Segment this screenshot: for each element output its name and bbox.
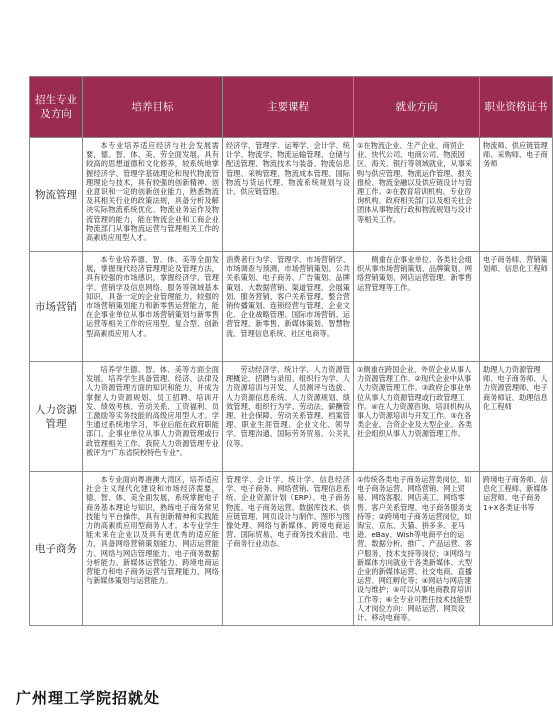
- program-table-grid: [29, 76, 553, 626]
- jobs-cell: ①传统各类电子商务运营类岗位，如电子商务运营、网络营销、网上贸易、网络客服、网店美工、网络零售、客户关系管理、电子商务服务支持等；②跨境电子商务运营岗位，如淘宝、京东、天猫、拼多多、亚马逊、eBay、Wish等电商平台的运营、数据分析、推广、产品运营、客户服务、技术支持等岗位；③网络与新媒体方向就业于各类新媒体、大型企业的新媒体运营、社交电商、直播运营、网红孵化等；④网站与网店建设与维护；⑤可以从事电商教育培训工作等；⑥全专业可胜任技术技能型人才岗位方向：网站运营、网页设计、移动电商等。: [354, 472, 480, 626]
- courses-cell: 管理学、会计学、统计学、信息经济学、电子商务、网络营销、管理信息系统、企业资源计划（ERP）、电子商务物流、电子商务运营、数据库技术、供应链管理、网页设计与制作、图形与图像处理、网络与新媒体、跨境电商运营、国际贸易、电子商务技术前沿、电子商务行业动态。: [223, 472, 354, 626]
- table-row-hr: [30, 362, 553, 472]
- certs-cell: 助理人力资源管理师、电子商务师、人力资源管理师、电子商务师证、助理信息化工程师: [480, 362, 553, 472]
- table-row-ecommerce: [30, 472, 553, 626]
- jobs-cell: 侧重在企事业单位、各类社会组织从事市场营销策划、品牌策划、网络营销策划、网店运营管理、新零售运营管理等工作。: [354, 252, 480, 362]
- certs-cell: 物流师、供应链管理师、采购师、电子商务师: [480, 138, 553, 252]
- header-courses: 主要课程: [223, 77, 354, 138]
- goal-cell: 本专业培养德、智、体、美等全面发展，掌握现代经济管理理论及管理方法，具有较强的市场感识，掌握经济学、管理学、营销学及信息网络、服务等领域基本知识，具备一定的企业管理能力，较强的市场营销策划能力和新零售运营能力，能在企事业单位从事市场营销策划与新零售运营等相关工作的应用型、复合型、创新型高素质应用人才。: [83, 252, 223, 362]
- table-row-marketing: [30, 252, 553, 362]
- certs-cell: 电子商务师、营销策划师、信息化工程师: [480, 252, 553, 362]
- certs-cell: 跨境电子商务师、信息化工程师、新媒体运营师、电子商务1+X各类证书等: [480, 472, 553, 626]
- major-cell: 物流管理: [30, 138, 83, 252]
- header-major: 招生专业及方向: [30, 77, 83, 138]
- jobs-cell: ①侧重在跨国企业、外贸企业从事人力资源管理工作。②现代企业中从事人力资源管理工作。③政府企事业单位从事人力资源管理或行政管理工作。④在人力资源咨询、培训机构从事人力资源培训与开发工作。⑤在各类企业、合资企业及大型企业、各类社会组织从事人力资源管理工作。: [354, 362, 480, 472]
- courses-cell: 劳动经济学、统计学、人力资源管理概论、招聘与录用、组织行为学、人力资源培训与开发、人员测评与选拔、人力资源信息系统、人力资源规划、绩效管理、组织行为学、劳动法、薪酬管理、社会保障、劳动关系管理、档案管理、职业生涯管理、企业文化、领导学、管理沟通、国际劳务贸易、公关礼仪等。: [223, 362, 354, 472]
- goal-cell: 培养学生德、智、体、美等方面全面发展，培养学生具备管理、经济、法律及人力资源管理方面的知识和能力，并成为掌握人力资源规划、员工招聘、培训开发、绩效考核、劳动关系、工资福利、员工激励等实务技能的高级应用型人才。学生通过系统地学习，毕业后能在政府职能部门、企事业单位从事人力资源管理或行政管理相关工作。我院人力资源管理专业被评为“广东省院校特色专业”。: [83, 362, 223, 472]
- courses-cell: 消费者行为学、管理学、市场营销学、市场调查与预测、市场营销策划、公共关系策划、电子商务、广告策划、品牌策划、大数据营销、渠道管理、会展策划、服务营销、客户关系管理、整合营销传播策划、连锁经营与管理、企业文化、企业战略管理、国际市场营销、运营管理、新零售、新媒体策划、智慧物流、管理信息系统、社区电商等。: [223, 252, 354, 362]
- header-goal: 培养目标: [83, 77, 223, 138]
- program-table: [29, 76, 552, 623]
- goal-cell: 本专业面向粤港澳大湾区，培养适应社会主义现代化建设和市场经济需要，德、智、体、美全面发展，系统掌握电子商务基本理论与知识，熟练电子商务常见技能与平台操作，具有创新精神和实践能力的高素质应用型商务人才。本专业学生能未来在企业以及具有更优秀的适应能力，具备网络营销策划能力、网店运营能力、网络与网店管理能力、电子商务数据分析能力、新媒体运营能力、跨境电商运营能力和电子商务运营与管理能力，网络与新媒体策划与运营能力。: [83, 472, 223, 626]
- jobs-cell: ①在物流企业、生产企业、商贸企业、快代公司、电商公司、物流园区、海关、银行等领域就业，从事采购与供应管理、物流运作管理、报关报检、物流金融以及供应链设计与管理工作。②在教育培训机构、专业咨询机构、政府相关部门以及相关社会团体从事物流行政和物流规划与设计等相关工作。: [354, 138, 480, 252]
- footer-brand: 广州理工学院招就处: [16, 689, 161, 707]
- table-row-logistics: [30, 138, 553, 252]
- page-frame: [3, 3, 548, 715]
- header-certs: 职业资格证书: [480, 77, 553, 138]
- courses-cell: 经济学、管理学、运筹学、会计学、统计学、物流学、物流运输管理、仓储与配送管理、物流技术与装备、物流信息管理、采购管理、物流成本管理、国际物流与货运代理、物流系统规划与设计、供应链管理。: [223, 138, 354, 252]
- major-cell: 电子商务: [30, 472, 83, 626]
- header-jobs: 就业方向: [354, 77, 480, 138]
- goal-cell: 本专业培养适应经济与社会发展需要，德、智、体、美、劳全面发展，具有较高的思想道德和文化修养，较系统地掌握经济学、管理学基础理论和现代物流管理理论与技术，具有较强的创新精神、创业意识和一定的创新创业能力，熟悉物流及其相关行业的政策法规，具备分析及解决实际物流系统优化、物流业务运作及物流管理的能力，能在物流企业和工商企业物流部门从事物流运营与管理相关工作的高素质应用型人才。: [83, 138, 223, 252]
- major-cell: 市场营销: [30, 252, 83, 362]
- table-header-row: [30, 77, 553, 138]
- major-cell: 人力资源管理: [30, 362, 83, 472]
